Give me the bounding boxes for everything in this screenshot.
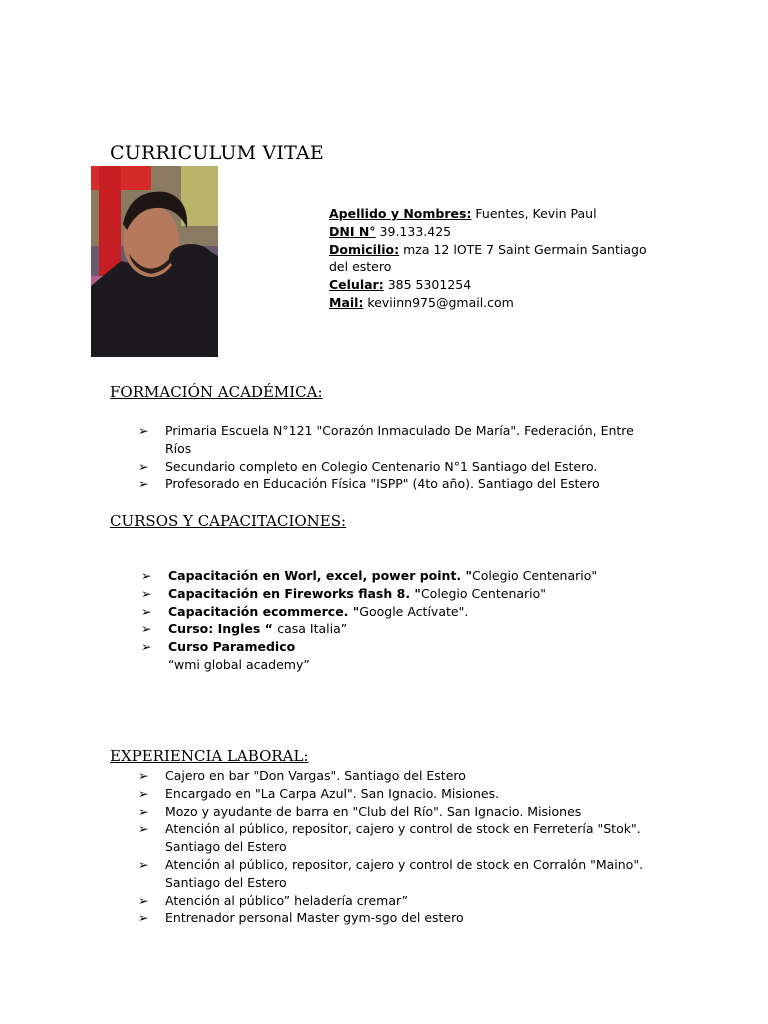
- arrow-bullet-icon: ➢: [141, 585, 152, 601]
- phone-line: [329, 276, 649, 294]
- arrow-bullet-icon: ➢: [138, 821, 149, 837]
- list-item: ➢ Curso Paramedico “wmi global academy”: [141, 639, 310, 672]
- arrow-bullet-icon: ➢: [141, 639, 152, 655]
- arrow-bullet-icon: ➢: [141, 568, 152, 583]
- list-item: ➢ Atención al público, repositor, cajero y control de stock en Corralón "Maino". Santiago del Estero: [138, 856, 644, 890]
- arrow-bullet-icon: ➢: [138, 458, 149, 474]
- phone-label: Celular:: [329, 277, 384, 293]
- mail-line: [329, 294, 649, 312]
- list-item: ➢ Entrenador personal Master gym-sgo del estero: [138, 910, 464, 926]
- document-title: CURRICULUM VITAE: [110, 142, 324, 164]
- arrow-bullet-icon: ➢: [138, 803, 149, 819]
- arrow-bullet-icon: ➢: [141, 621, 152, 637]
- education-list: [138, 422, 658, 493]
- name-line: [329, 205, 649, 223]
- address-value: mza 12 lOTE 7 Saint Germain Santiago del estero: [329, 241, 647, 275]
- dni-value: 39.133.425: [375, 223, 452, 239]
- list-item: ➢ Cajero en bar "Don Vargas". Santiago del Estero: [138, 768, 466, 783]
- list-item: ➢ Atención al público” heladería cremar”: [138, 892, 409, 908]
- dni-line: [329, 223, 649, 241]
- arrow-bullet-icon: ➢: [141, 603, 152, 619]
- arrow-bullet-icon: ➢: [138, 785, 149, 801]
- list-item: ➢ Profesorado en Educación Física "ISPP" (4to año). Santiago del Estero: [138, 476, 600, 492]
- arrow-bullet-icon: ➢: [138, 856, 149, 872]
- list-item: ➢ Primaria Escuela N°121 "Corazón Inmaculado De María". Federación, Entre Ríos: [138, 423, 634, 456]
- list-item: ➢ Encargado en "La Carpa Azul". San Ignacio. Misiones.: [138, 785, 500, 801]
- mail-label: Mail:: [329, 294, 364, 310]
- name-label: Apellido y Nombres:: [329, 206, 472, 221]
- arrow-bullet-icon: ➢: [138, 910, 149, 926]
- arrow-bullet-icon: ➢: [138, 892, 149, 908]
- list-item: ➢ Capacitación en Fireworks flash 8. "Colegio Centenario": [141, 585, 547, 601]
- mail-value: keviinn975@gmail.com: [363, 294, 514, 310]
- arrow-bullet-icon: ➢: [138, 476, 149, 492]
- personal-info: [329, 205, 649, 312]
- courses-heading: CURSOS Y CAPACITACIONES:: [110, 512, 347, 530]
- list-item: ➢ Secundario completo en Colegio Centenario N°1 Santiago del Estero.: [138, 458, 598, 474]
- experience-list: [138, 767, 668, 927]
- education-heading: FORMACIÓN ACADÉMICA:: [110, 383, 323, 401]
- list-item: ➢ Capacitación en Worl, excel, power point. "Colegio Centenario": [141, 568, 598, 583]
- courses-list: [141, 567, 641, 674]
- list-item: ➢ Mozo y ayudante de barra en "Club del Río". San Ignacio. Misiones: [138, 803, 582, 819]
- name-value: Fuentes, Kevin Paul: [471, 206, 597, 221]
- profile-photo: [91, 166, 218, 357]
- list-item: ➢ Curso: Ingles “ casa Italia”: [141, 621, 348, 637]
- arrow-bullet-icon: ➢: [138, 768, 149, 783]
- list-item: ➢ Atención al público, repositor, cajero y control de stock en Ferretería "Stok". Santiago del Estero: [138, 821, 641, 855]
- address-line: [329, 241, 649, 277]
- address-label: Domicilio:: [329, 241, 400, 257]
- list-item: ➢ Capacitación ecommerce. "Google Actívate".: [141, 603, 469, 619]
- experience-heading: EXPERIENCIA LABORAL:: [110, 747, 309, 765]
- arrow-bullet-icon: ➢: [138, 423, 149, 438]
- phone-value: 385 5301254: [383, 277, 472, 293]
- dni-label: DNI N°: [329, 223, 376, 239]
